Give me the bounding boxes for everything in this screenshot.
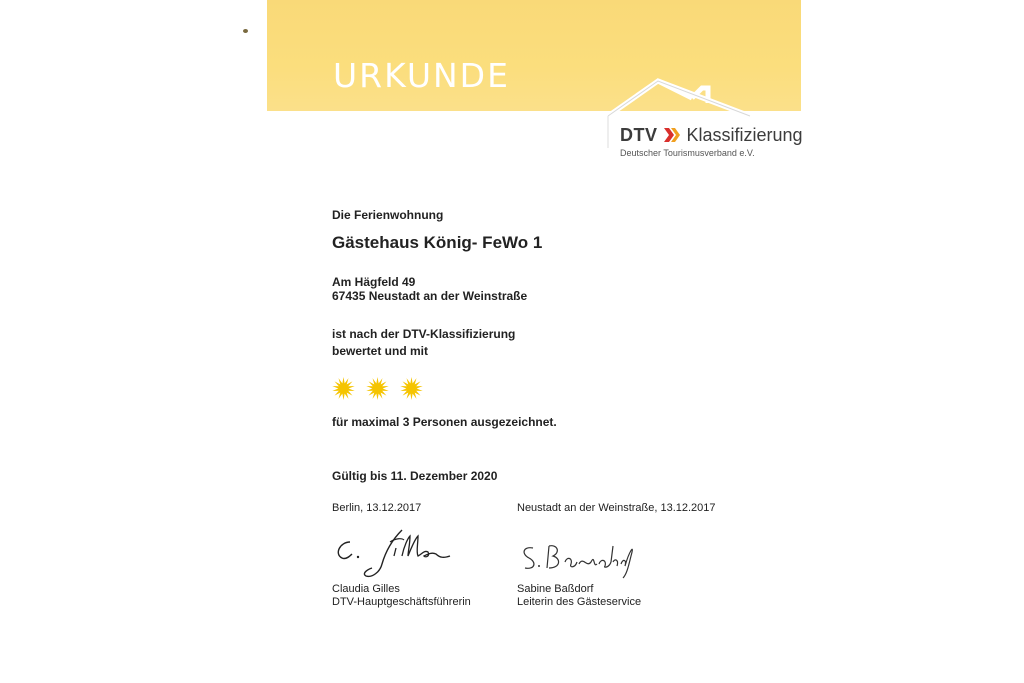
right-place-date: Neustadt an der Weinstraße, 13.12.2017	[517, 502, 716, 514]
star-icon	[332, 377, 355, 400]
logo-word: Klassifizierung	[686, 124, 803, 145]
left-place-date: Berlin, 13.12.2017	[332, 502, 422, 514]
address-line-2: 67435 Neustadt an der Weinstraße	[332, 289, 528, 303]
star-rating	[332, 377, 423, 400]
logo-brand: DTV	[620, 124, 658, 145]
left-signer-name: Claudia Gilles	[332, 583, 400, 595]
intro-text: Die Ferienwohnung	[332, 208, 444, 222]
signature-right	[517, 538, 641, 580]
dtv-logo	[620, 122, 803, 148]
right-signer-role: Leiterin des Gästeservice	[517, 596, 642, 608]
page-title: URKUNDE	[333, 56, 510, 95]
right-signer-name: Sabine Baßdorf	[517, 583, 594, 595]
speck	[243, 29, 248, 33]
property-name: Gästehaus König- FeWo 1	[332, 233, 543, 252]
classification-text-1: ist nach der DTV-Klassifizierung	[332, 327, 516, 341]
signature-left	[332, 524, 456, 580]
logo-subtitle: Deutscher Tourismusverband e.V.	[620, 148, 755, 158]
validity-text: Gültig bis 11. Dezember 2020	[332, 469, 498, 483]
classification-text-2: bewertet und mit	[332, 344, 429, 358]
address-line-1: Am Hägfeld 49	[332, 275, 416, 289]
star-icon	[366, 377, 389, 400]
star-icon	[400, 377, 423, 400]
chevron-right-icon	[663, 127, 681, 143]
award-text: für maximal 3 Personen ausgezeichnet.	[332, 415, 557, 429]
left-signer-role: DTV-Hauptgeschäftsführerin	[332, 596, 471, 608]
